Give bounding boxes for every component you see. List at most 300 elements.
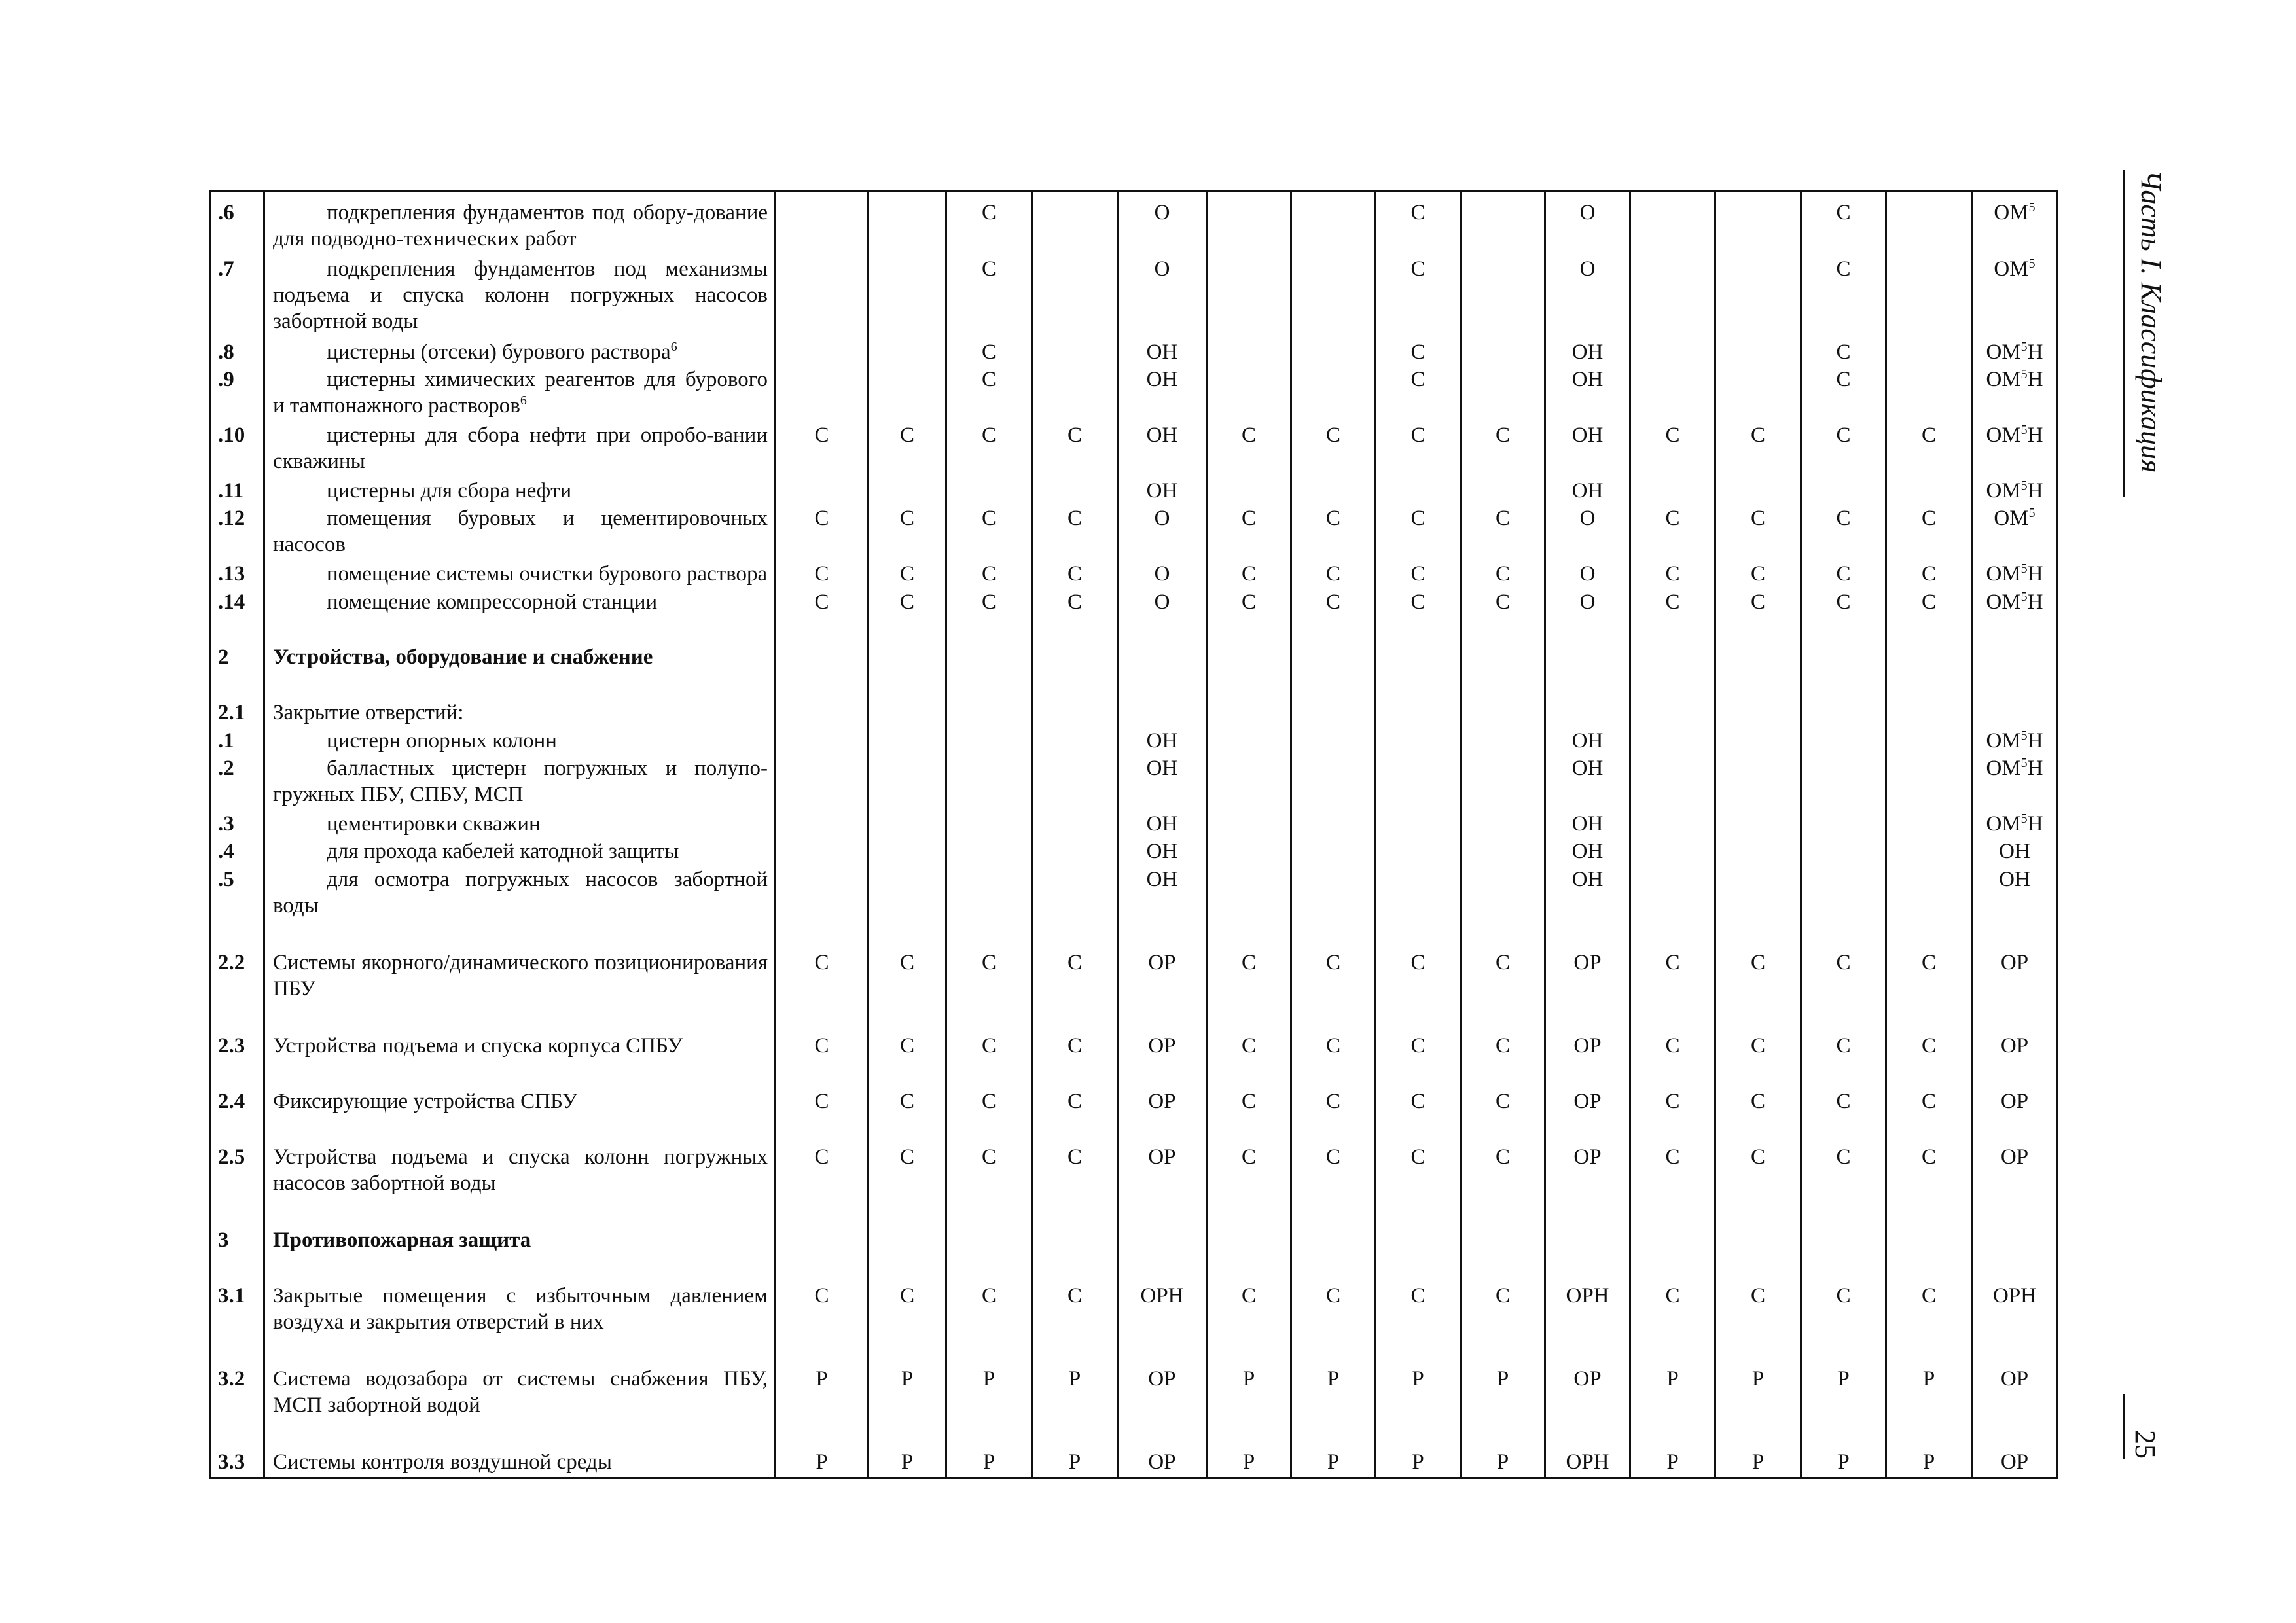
survey-mark <box>946 644 1032 700</box>
survey-mark: ОН <box>1545 339 1630 366</box>
survey-mark <box>946 728 1032 755</box>
empty-cell <box>1886 1477 1972 1478</box>
empty-cell <box>264 1477 776 1478</box>
survey-mark <box>869 1227 946 1283</box>
survey-mark: ОН <box>1545 838 1630 866</box>
survey-mark: С <box>1376 1033 1461 1088</box>
survey-mark <box>776 811 869 838</box>
survey-mark: С <box>1376 256 1461 339</box>
survey-mark <box>869 811 946 838</box>
survey-mark: Р <box>1886 1366 1972 1449</box>
row-description: цистерны для сбора нефти при опробо-вании скважины <box>264 422 776 478</box>
survey-mark: С <box>1376 191 1461 256</box>
survey-mark: С <box>1376 366 1461 422</box>
running-header <box>2134 170 2173 497</box>
survey-mark: С <box>1630 1144 1715 1227</box>
row-description: цистерны для сбора нефти <box>264 478 776 505</box>
survey-mark: Р <box>1032 1449 1118 1476</box>
survey-mark: С <box>1376 589 1461 645</box>
row-number: .13 <box>211 561 264 588</box>
survey-mark <box>1801 1227 1886 1283</box>
survey-mark: $ОМ^5Н$ <box>1972 339 2058 366</box>
survey-mark: Р <box>776 1449 869 1476</box>
survey-mark: Р <box>1461 1449 1545 1476</box>
table-row <box>211 728 2058 755</box>
survey-mark <box>1461 866 1545 950</box>
running-header-text: Часть I. Классификация <box>2135 170 2167 473</box>
survey-mark <box>1461 191 1545 256</box>
empty-cell <box>1461 1477 1545 1478</box>
row-number: 2.4 <box>211 1088 264 1144</box>
row-number: .9 <box>211 366 264 422</box>
survey-mark: ОР <box>1545 1088 1630 1144</box>
survey-mark: Р <box>1032 1366 1118 1449</box>
row-description: балластных цистерн погружных и полупо-гружных ПБУ, СПБУ, МСП <box>264 755 776 811</box>
table-row <box>211 838 2058 866</box>
survey-mark <box>1886 1227 1972 1283</box>
survey-mark: ОРН <box>1545 1283 1630 1366</box>
survey-mark: Р <box>1376 1366 1461 1449</box>
table-row <box>211 1449 2058 1476</box>
row-description: помещение компрессорной станции <box>264 589 776 645</box>
survey-mark: Р <box>946 1366 1032 1449</box>
row-number: 2.1 <box>211 700 264 727</box>
survey-mark <box>1291 1227 1376 1283</box>
survey-mark: С <box>1801 505 1886 561</box>
survey-mark <box>776 866 869 950</box>
survey-mark: Р <box>1461 1366 1545 1449</box>
survey-mark <box>1630 838 1715 866</box>
row-description: Системы контроля воздушной среды <box>264 1449 776 1476</box>
table-row <box>211 1088 2058 1144</box>
survey-mark: С <box>1291 1033 1376 1088</box>
survey-mark <box>1801 755 1886 811</box>
survey-mark: С <box>946 561 1032 588</box>
survey-mark: С <box>869 1144 946 1227</box>
empty-cell <box>946 1477 1032 1478</box>
survey-mark <box>1032 644 1118 700</box>
survey-mark <box>1715 728 1801 755</box>
survey-mark <box>1886 644 1972 700</box>
survey-mark: Р <box>1207 1366 1291 1449</box>
survey-mark <box>946 866 1032 950</box>
survey-mark: О <box>1545 561 1630 588</box>
survey-mark <box>1291 478 1376 505</box>
row-number: 3.2 <box>211 1366 264 1449</box>
row-description: подкрепления фундаментов под обору-дование для подводно-технических работ <box>264 191 776 256</box>
survey-mark: С <box>1886 589 1972 645</box>
survey-mark: С <box>869 1033 946 1088</box>
survey-mark <box>1461 838 1545 866</box>
survey-mark: С <box>1630 1283 1715 1366</box>
survey-mark <box>1207 811 1291 838</box>
survey-mark: ОН <box>1545 866 1630 950</box>
survey-mark <box>1461 644 1545 700</box>
table-row <box>211 339 2058 366</box>
empty-cell <box>1801 1477 1886 1478</box>
survey-mark: ОР <box>1118 1033 1207 1088</box>
survey-mark: ОР <box>1118 1449 1207 1476</box>
survey-mark: С <box>946 1088 1032 1144</box>
row-number: .3 <box>211 811 264 838</box>
survey-mark: Р <box>1801 1366 1886 1449</box>
survey-mark: С <box>1801 1144 1886 1227</box>
survey-mark <box>1207 366 1291 422</box>
survey-mark <box>869 478 946 505</box>
survey-mark <box>869 339 946 366</box>
survey-mark: С <box>1715 1283 1801 1366</box>
survey-mark <box>1715 366 1801 422</box>
survey-mark: О <box>1545 256 1630 339</box>
survey-mark: С <box>1291 505 1376 561</box>
survey-mark: ОР <box>1545 950 1630 1033</box>
survey-mark <box>1630 755 1715 811</box>
survey-mark: $ОМ^5$ <box>1972 505 2058 561</box>
survey-mark: С <box>1630 561 1715 588</box>
survey-mark <box>1032 700 1118 727</box>
row-description: Система водозабора от системы снабжения ПБУ, МСП забортной водой <box>264 1366 776 1449</box>
survey-mark: С <box>1801 422 1886 478</box>
survey-mark: С <box>1630 1033 1715 1088</box>
survey-mark: ОР <box>1118 1144 1207 1227</box>
survey-mark: ОН <box>1545 755 1630 811</box>
survey-mark: О <box>1545 191 1630 256</box>
survey-mark: С <box>776 1033 869 1088</box>
survey-mark: С <box>1886 1033 1972 1088</box>
table-row <box>211 191 2058 256</box>
row-description: цементировки скважин <box>264 811 776 838</box>
survey-mark <box>1376 838 1461 866</box>
survey-mark <box>1886 339 1972 366</box>
survey-mark <box>1972 644 2058 700</box>
survey-mark <box>1291 838 1376 866</box>
survey-mark: Р <box>1886 1449 1972 1476</box>
survey-mark: С <box>1801 1088 1886 1144</box>
survey-mark: С <box>1032 422 1118 478</box>
survey-mark <box>1291 191 1376 256</box>
survey-mark <box>1715 191 1801 256</box>
survey-mark <box>1801 728 1886 755</box>
survey-mark: С <box>1207 589 1291 645</box>
empty-cell <box>1032 1477 1118 1478</box>
survey-mark: $ОМ^5Н$ <box>1972 561 2058 588</box>
survey-mark: С <box>1886 561 1972 588</box>
survey-mark <box>946 478 1032 505</box>
survey-mark: С <box>1207 1283 1291 1366</box>
survey-mark <box>1630 866 1715 950</box>
side-rule-top <box>2123 170 2125 497</box>
table-row <box>211 366 2058 422</box>
table-row <box>211 256 2058 339</box>
survey-mark <box>1376 728 1461 755</box>
survey-mark: С <box>1032 1088 1118 1144</box>
empty-cell <box>776 1477 869 1478</box>
table-row <box>211 1033 2058 1088</box>
survey-mark <box>1207 700 1291 727</box>
survey-mark: С <box>1801 1283 1886 1366</box>
survey-mark <box>1715 838 1801 866</box>
survey-mark: $ОМ^5Н$ <box>1972 811 2058 838</box>
survey-mark <box>1461 728 1545 755</box>
survey-mark <box>1207 256 1291 339</box>
survey-mark <box>1207 191 1291 256</box>
table-row <box>211 755 2058 811</box>
survey-mark: С <box>1207 1088 1291 1144</box>
survey-mark: $ОМ^5Н$ <box>1972 589 2058 645</box>
survey-mark <box>946 755 1032 811</box>
survey-mark <box>776 755 869 811</box>
survey-mark: $ОМ^5Н$ <box>1972 728 2058 755</box>
survey-mark: С <box>1630 950 1715 1033</box>
survey-mark: ОН <box>1118 478 1207 505</box>
survey-mark <box>1630 1227 1715 1283</box>
survey-mark <box>1291 728 1376 755</box>
survey-mark <box>1461 478 1545 505</box>
survey-mark <box>1461 366 1545 422</box>
survey-mark: С <box>946 339 1032 366</box>
survey-mark: С <box>1461 589 1545 645</box>
row-number: 2.5 <box>211 1144 264 1227</box>
survey-mark <box>1032 256 1118 339</box>
survey-mark: С <box>946 422 1032 478</box>
survey-mark: ОН <box>1118 755 1207 811</box>
survey-mark: С <box>1461 1088 1545 1144</box>
survey-mark <box>1291 755 1376 811</box>
survey-mark <box>1886 755 1972 811</box>
row-number: .4 <box>211 838 264 866</box>
row-number: 3.1 <box>211 1283 264 1366</box>
survey-mark <box>1886 700 1972 727</box>
survey-mark: Р <box>1630 1366 1715 1449</box>
survey-mark: $ОМ^5$ <box>1972 191 2058 256</box>
table-row <box>211 561 2058 588</box>
survey-mark: С <box>946 505 1032 561</box>
survey-mark <box>1291 866 1376 950</box>
row-description: для прохода кабелей катодной защиты <box>264 838 776 866</box>
survey-mark <box>1461 700 1545 727</box>
survey-mark: С <box>1207 561 1291 588</box>
table-row <box>211 1227 2058 1283</box>
survey-mark <box>1886 866 1972 950</box>
survey-mark: С <box>1801 561 1886 588</box>
survey-mark <box>1118 700 1207 727</box>
survey-mark: С <box>1461 505 1545 561</box>
table-row <box>211 700 2058 727</box>
survey-mark: ОР <box>1972 1088 2058 1144</box>
survey-mark: С <box>1801 191 1886 256</box>
survey-mark <box>1461 811 1545 838</box>
survey-mark: С <box>1886 422 1972 478</box>
survey-mark: ОР <box>1972 950 2058 1033</box>
survey-mark: С <box>1630 1088 1715 1144</box>
survey-mark: С <box>1032 950 1118 1033</box>
row-description: подкрепления фундаментов под механизмы подъема и спуска колонн погружных насосов забортной воды <box>264 256 776 339</box>
survey-mark: С <box>1801 256 1886 339</box>
survey-mark <box>1032 838 1118 866</box>
survey-mark <box>1630 644 1715 700</box>
survey-mark <box>869 866 946 950</box>
survey-mark <box>1886 191 1972 256</box>
survey-mark: О <box>1118 505 1207 561</box>
survey-mark <box>1886 728 1972 755</box>
survey-mark <box>1032 1227 1118 1283</box>
survey-mark <box>1886 811 1972 838</box>
survey-mark: С <box>1461 950 1545 1033</box>
row-number: .8 <box>211 339 264 366</box>
row-description: помещения буровых и цементировочных насосов <box>264 505 776 561</box>
survey-mark: С <box>1461 422 1545 478</box>
row-number: 2.2 <box>211 950 264 1033</box>
empty-cell <box>1630 1477 1715 1478</box>
survey-mark: $ОМ^5Н$ <box>1972 755 2058 811</box>
survey-mark: С <box>776 1144 869 1227</box>
row-number: 2 <box>211 644 264 700</box>
survey-mark: С <box>776 422 869 478</box>
survey-mark: ОР <box>1972 1033 2058 1088</box>
empty-cell <box>1207 1477 1291 1478</box>
survey-mark <box>1291 644 1376 700</box>
row-number: .6 <box>211 191 264 256</box>
survey-mark: С <box>946 256 1032 339</box>
table-row <box>211 866 2058 950</box>
row-number: .5 <box>211 866 264 950</box>
survey-mark: Р <box>946 1449 1032 1476</box>
survey-mark: С <box>1461 561 1545 588</box>
survey-mark: ОН <box>1545 422 1630 478</box>
survey-mark: ОН <box>1118 366 1207 422</box>
survey-mark <box>1801 478 1886 505</box>
survey-mark <box>1801 866 1886 950</box>
survey-mark <box>1118 1227 1207 1283</box>
survey-mark: Р <box>1715 1449 1801 1476</box>
survey-mark <box>1207 339 1291 366</box>
survey-mark: Р <box>869 1366 946 1449</box>
survey-mark <box>1545 644 1630 700</box>
row-description: Противопожарная защита <box>264 1227 776 1283</box>
survey-mark: Р <box>1801 1449 1886 1476</box>
survey-mark: С <box>1207 1144 1291 1227</box>
empty-cell <box>1545 1477 1630 1478</box>
survey-mark: С <box>1886 1283 1972 1366</box>
survey-mark: О <box>1118 589 1207 645</box>
survey-mark: ОР <box>1545 1033 1630 1088</box>
survey-mark <box>946 700 1032 727</box>
survey-mark <box>1376 1227 1461 1283</box>
survey-mark: Р <box>1715 1366 1801 1449</box>
survey-mark <box>1715 339 1801 366</box>
empty-cell <box>1118 1477 1207 1478</box>
survey-mark <box>1291 339 1376 366</box>
survey-mark <box>1630 191 1715 256</box>
survey-mark: ОН <box>1118 811 1207 838</box>
survey-mark: С <box>1207 505 1291 561</box>
survey-mark: С <box>1376 505 1461 561</box>
survey-mark <box>1715 478 1801 505</box>
survey-mark: С <box>869 505 946 561</box>
side-rule-bottom <box>2123 1394 2125 1459</box>
survey-mark: ОН <box>1545 366 1630 422</box>
survey-mark: ОР <box>1118 950 1207 1033</box>
survey-mark: С <box>1801 1033 1886 1088</box>
survey-mark <box>776 1227 869 1283</box>
survey-mark <box>869 256 946 339</box>
survey-mark <box>776 191 869 256</box>
row-description: цистерны (отсеки) бурового раствора$^6$ <box>264 339 776 366</box>
survey-mark: С <box>1886 505 1972 561</box>
survey-mark <box>1545 700 1630 727</box>
survey-mark: С <box>1461 1033 1545 1088</box>
survey-mark: С <box>946 1283 1032 1366</box>
row-description: цистерн опорных колонн <box>264 728 776 755</box>
survey-mark: ОН <box>1545 728 1630 755</box>
survey-mark <box>1715 755 1801 811</box>
survey-mark <box>1715 866 1801 950</box>
survey-mark: О <box>1118 256 1207 339</box>
survey-mark <box>1207 728 1291 755</box>
row-description: Устройства подъема и спуска корпуса СПБУ <box>264 1033 776 1088</box>
row-number: 3.3 <box>211 1449 264 1476</box>
row-description: Устройства, оборудование и снабжение <box>264 644 776 700</box>
row-description: Устройства подъема и спуска колонн погружных насосов забортной воды <box>264 1144 776 1227</box>
survey-mark: С <box>1886 950 1972 1033</box>
table-row <box>211 422 2058 478</box>
survey-mark: С <box>1715 1033 1801 1088</box>
empty-cell <box>1715 1477 1801 1478</box>
survey-mark <box>1461 1227 1545 1283</box>
survey-mark: Р <box>1207 1449 1291 1476</box>
survey-mark: ОР <box>1545 1144 1630 1227</box>
survey-mark <box>869 700 946 727</box>
survey-mark <box>1207 866 1291 950</box>
survey-mark: С <box>1376 422 1461 478</box>
survey-mark: С <box>776 950 869 1033</box>
survey-mark <box>1291 700 1376 727</box>
survey-mark <box>1801 838 1886 866</box>
empty-cell <box>211 1477 264 1478</box>
survey-mark <box>776 700 869 727</box>
survey-mark <box>1032 728 1118 755</box>
row-description: Фиксирующие устройства СПБУ <box>264 1088 776 1144</box>
survey-mark <box>776 644 869 700</box>
survey-mark: С <box>1630 422 1715 478</box>
survey-mark <box>946 838 1032 866</box>
survey-mark: С <box>1715 1144 1801 1227</box>
table-row <box>211 644 2058 700</box>
survey-mark: С <box>1291 561 1376 588</box>
survey-mark: ОР <box>1118 1088 1207 1144</box>
row-number: .7 <box>211 256 264 339</box>
survey-mark: С <box>1715 589 1801 645</box>
table-row <box>211 1283 2058 1366</box>
survey-mark: С <box>1032 1144 1118 1227</box>
survey-mark: $ОМ^5Н$ <box>1972 478 2058 505</box>
survey-mark: С <box>1207 422 1291 478</box>
survey-mark: С <box>946 1144 1032 1227</box>
survey-mark <box>1886 478 1972 505</box>
survey-mark: ОР <box>1972 1366 2058 1449</box>
survey-mark <box>1376 700 1461 727</box>
survey-mark <box>776 339 869 366</box>
row-description: помещение системы очистки бурового раствора <box>264 561 776 588</box>
survey-mark: $ОМ^5Н$ <box>1972 422 2058 478</box>
survey-mark: ОРН <box>1118 1283 1207 1366</box>
survey-mark: С <box>1291 950 1376 1033</box>
survey-mark: С <box>1291 422 1376 478</box>
survey-mark <box>1461 339 1545 366</box>
survey-mark: О <box>1545 505 1630 561</box>
row-description: для осмотра погружных насосов забортной воды <box>264 866 776 950</box>
table-row <box>211 1366 2058 1449</box>
